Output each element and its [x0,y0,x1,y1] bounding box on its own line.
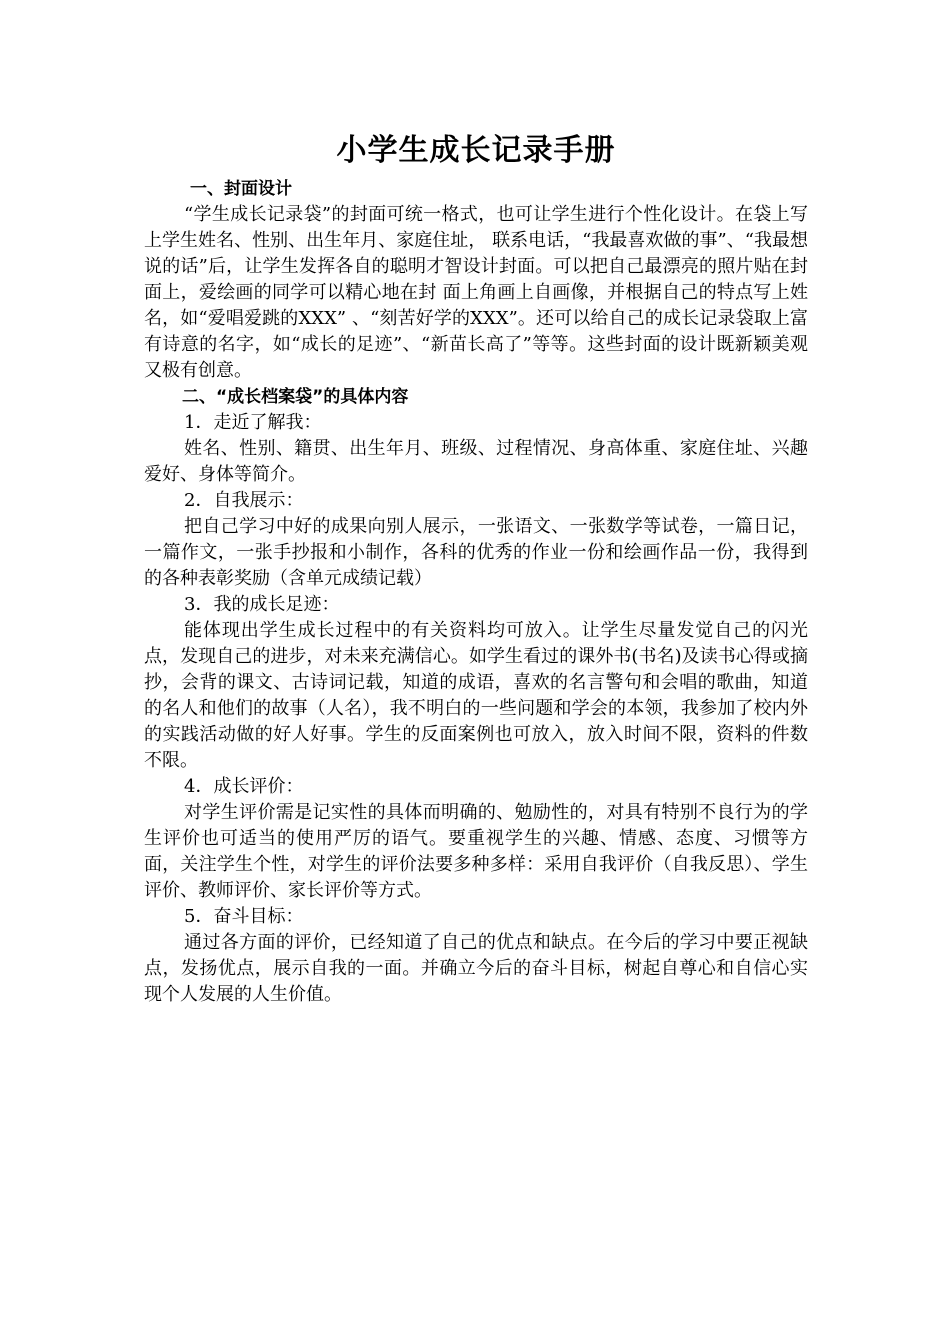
section-2-heading: 二、“成长档案袋”的具体内容 [182,387,409,407]
document-page [144,128,808,1008]
document-title: 小学生成长记录手册 [336,133,616,168]
item-2-label: 2．自我展示： [184,490,304,511]
item-2-body: 把自己学习中好的成果向别人展示，一张语文、一张数学等试卷，一篇日记，一篇作文，一张手抄报和小制作，各科的优秀的作业一份和绘画作品一份，我得到的各种表彰奖励（含单元成绩记载） [144,516,808,589]
item-1-body: 姓名、性别、籍贯、出生年月、班级、过程情况、身高体重、家庭住址、兴趣爱好、身体等简介。 [144,438,808,485]
item-3-body: 能体现出学生成长过程中的有关资料均可放入。让学生尽量发觉自己的闪光点，发现自己的进步，对未来充满信心。如学生看过的课外书(书名)及读书心得或摘抄，会背的课文、古诗词记载，知道的成语，喜欢的名言警句和会唱的歌曲，知道的名人和他们的故事（人名），我不明白的一些问题和学会的本领，我参加了校内外的实践活动做的好人好事。学生的反面案例也可放入，放入时间不限，资料的件数不限。 [144,620,808,771]
item-4-body: 对学生评价需是记实性的具体而明确的、勉励性的，对具有特别不良行为的学生评价也可适当的使用严厉的语气。要重视学生的兴趣、情感、态度、习惯等方面，关注学生个性，对学生的评价法要多种多样：采用自我评价（自我反思）、学生评价、教师评价、家长评价等方式。 [144,802,808,901]
item-3-label: 3．我的成长足迹： [184,594,340,615]
item-1-label: 1．走近了解我： [184,412,322,433]
section-1-body: “学生成长记录袋”的封面可统一格式，也可让学生进行个性化设计。在袋上写上学生姓名、性别、出生年月、家庭住址， 联系电话，“我最喜欢做的事”、“我最想说的话”后，让学生发挥各自的聪明才智设计封面。可以把自己最漂亮的照片贴在封面上，爱绘画的同学可以精心地在封 面上角画上自画像，并根据自己的特点写上姓名，如“爱唱爱跳的XXX” 、“刻苦好学的XXX”。还可以给自己的成长记录袋取上富有诗意的名字，如“成长的足迹”、“新苗长高了”等等。这些封面的设计既新颖美观又极有创意。 [144,204,808,381]
section-1-heading: 一、封面设计 [190,179,292,199]
item-5-label: 5．奋斗目标： [184,906,304,927]
item-5-body: 通过各方面的评价，已经知道了自己的优点和缺点。在今后的学习中要正视缺点，发扬优点，展示自我的一面。并确立今后的奋斗目标，树起自尊心和自信心实现个人发展的人生价值。 [144,932,808,1005]
item-4-label: 4．成长评价： [184,776,304,797]
